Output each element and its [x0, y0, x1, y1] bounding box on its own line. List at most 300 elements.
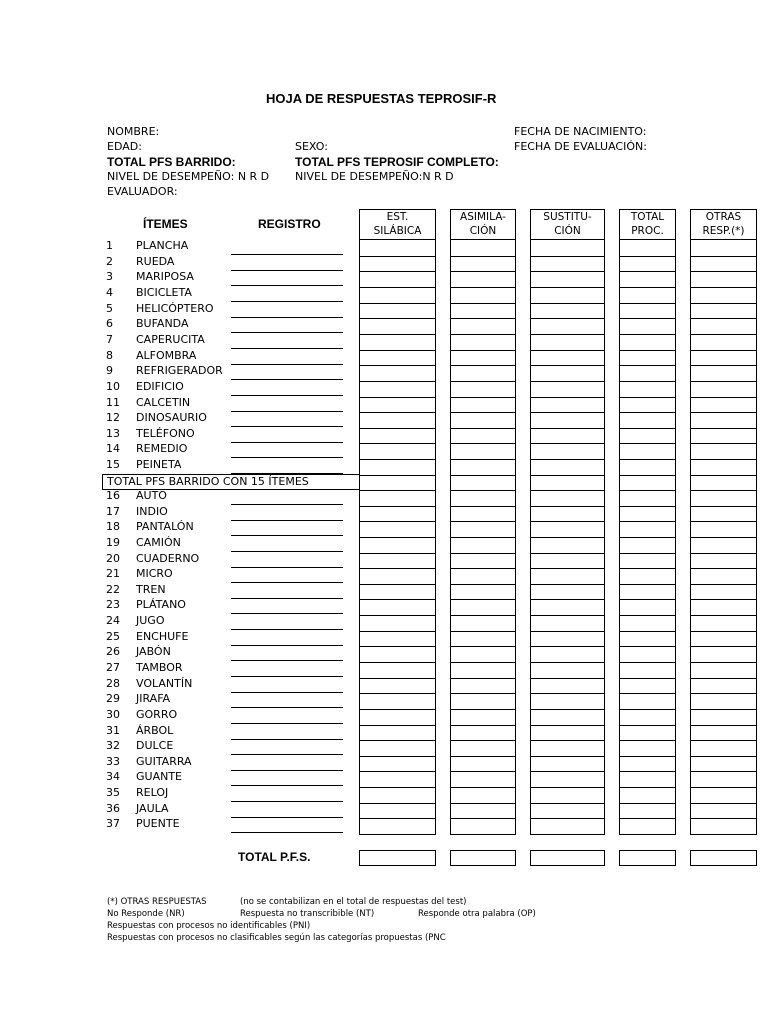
grid-hline: [619, 490, 676, 491]
col-head-line2: SILÁBICA: [373, 225, 422, 237]
registro-line[interactable]: [231, 317, 343, 318]
col-head-otras-resp: [690, 209, 757, 240]
total-barrido-label: TOTAL PFS BARRIDO:: [107, 155, 236, 169]
grid-hline: [690, 381, 757, 382]
item-name: BUFANDA: [136, 317, 189, 331]
grid-hline: [359, 771, 436, 772]
item-name: DULCE: [136, 739, 174, 753]
col-head-line1: ASIMILA-: [460, 211, 506, 223]
grid-hline: [450, 303, 516, 304]
col-head-line1: TOTAL: [630, 211, 665, 223]
item-name: JUGO: [136, 614, 165, 628]
grid-hline: [530, 412, 605, 413]
grid-hline: [359, 334, 436, 335]
grid-hline: [530, 787, 605, 788]
item-name: AUTO: [136, 489, 167, 502]
item-number: 35: [106, 786, 120, 800]
total-cell-sustitucion[interactable]: [530, 850, 605, 866]
grid-hline: [359, 537, 436, 538]
registro-line[interactable]: [231, 457, 343, 458]
grid-hline: [359, 756, 436, 757]
grid-hline: [359, 553, 436, 554]
grid-hline: [619, 568, 676, 569]
grid-hline: [359, 615, 436, 616]
grid-hline: [450, 771, 516, 772]
registro-line[interactable]: [231, 426, 343, 427]
grid-hline: [450, 318, 516, 319]
registro-line[interactable]: [231, 473, 343, 474]
item-number: 6: [106, 317, 113, 331]
item-name: PEINETA: [136, 458, 182, 472]
col-head-line2: PROC.: [631, 225, 664, 237]
grid-hline: [450, 443, 516, 444]
registro-line[interactable]: [231, 395, 343, 396]
grid-hline: [530, 568, 605, 569]
registro-line[interactable]: [231, 723, 343, 724]
fecha-evaluacion-label: FECHA DE EVALUACIÓN:: [514, 140, 647, 153]
item-number: 21: [106, 567, 120, 581]
footnote-op: Responde otra palabra (OP): [418, 909, 536, 919]
item-name: CALCETIN: [136, 395, 191, 409]
grid-hline: [359, 397, 436, 398]
grid-hline: [690, 787, 757, 788]
grid-hline: [359, 365, 436, 366]
grid-hline: [690, 725, 757, 726]
col-head-line1: OTRAS: [705, 211, 742, 223]
grid-hline: [690, 803, 757, 804]
grid-hline: [619, 631, 676, 632]
fecha-nacimiento-label: FECHA DE NACIMIENTO:: [514, 125, 647, 138]
item-name: HELICÓPTERO: [136, 301, 214, 315]
grid-hline: [690, 568, 757, 569]
item-number: 13: [106, 426, 120, 440]
grid-hline: [530, 584, 605, 585]
registro-line[interactable]: [231, 739, 343, 740]
grid-hline: [450, 334, 516, 335]
registro-header: REGISTRO: [258, 217, 321, 231]
registro-line[interactable]: [231, 442, 343, 443]
item-number: 26: [106, 645, 120, 659]
grid-hline: [530, 443, 605, 444]
grid-hline: [690, 412, 757, 413]
grid-hline: [619, 287, 676, 288]
item-number: 37: [106, 817, 120, 831]
grid-hline: [530, 537, 605, 538]
item-number: 2: [106, 254, 113, 268]
grid-hline: [359, 678, 436, 679]
grid-hline: [450, 381, 516, 382]
registro-line[interactable]: [231, 598, 343, 599]
item-name: TAMBOR: [136, 661, 183, 674]
registro-line[interactable]: [231, 770, 343, 771]
grid-hline: [450, 662, 516, 663]
item-name: REFRIGERADOR: [136, 364, 223, 378]
grid-hline: [530, 350, 605, 351]
grid-hline: [690, 771, 757, 772]
grid-hline: [619, 662, 676, 663]
grid-hline: [619, 271, 676, 272]
grid-hline: [619, 412, 676, 413]
item-number: 31: [106, 723, 120, 737]
grid-hline: [450, 397, 516, 398]
grid-hline: [450, 365, 516, 366]
grid-hline: [619, 443, 676, 444]
item-number: 17: [106, 504, 120, 518]
grid-hline: [359, 287, 436, 288]
grid-hline: [690, 506, 757, 507]
registro-line[interactable]: [231, 535, 343, 536]
grid-hline: [619, 615, 676, 616]
grid-hline: [530, 771, 605, 772]
grid-hline: [530, 803, 605, 804]
total-completo-label: TOTAL PFS TEPROSIF COMPLETO:: [295, 155, 499, 169]
grid-hline: [530, 428, 605, 429]
grid-hline: [450, 693, 516, 694]
total-pfs-label: TOTAL P.F.S.: [238, 850, 311, 864]
col-head-est-silabica: [359, 209, 436, 240]
registro-line[interactable]: [231, 692, 343, 693]
subtotal-row: [102, 474, 360, 490]
item-name: PUENTE: [136, 817, 180, 831]
grid-hline: [450, 459, 516, 460]
grid-hline: [619, 334, 676, 335]
item-number: 1: [106, 239, 113, 252]
page-title: HOJA DE RESPUESTAS TEPROSIF-R: [266, 91, 497, 106]
grid-hline: [690, 365, 757, 366]
total-cell-asimilacion[interactable]: [450, 850, 516, 866]
grid-hline: [619, 256, 676, 257]
grid-hline: [619, 381, 676, 382]
grid-hline: [359, 584, 436, 585]
grid-hline: [619, 350, 676, 351]
grid-hline: [619, 756, 676, 757]
nivel-desempeno-barrido: NIVEL DE DESEMPEÑO: N R D: [107, 170, 270, 183]
item-name: PLÁTANO: [136, 598, 186, 612]
registro-line[interactable]: [231, 254, 343, 255]
grid-hline: [690, 318, 757, 319]
item-number: 7: [106, 332, 113, 346]
item-name: RUEDA: [136, 254, 175, 268]
grid-hline: [619, 459, 676, 460]
grid-hline: [530, 397, 605, 398]
registro-line[interactable]: [231, 582, 343, 583]
registro-line[interactable]: [231, 817, 343, 818]
registro-line[interactable]: [231, 270, 343, 271]
item-name: REMEDIO: [136, 442, 188, 456]
footnote-nt: Respuesta no transcribible (NT): [240, 909, 375, 919]
grid-hline: [450, 678, 516, 679]
grid-hline: [530, 287, 605, 288]
grid-hline: [690, 428, 757, 429]
grid-hline: [450, 599, 516, 600]
registro-line[interactable]: [231, 645, 343, 646]
total-cell-total-proc[interactable]: [619, 850, 676, 866]
nombre-label: NOMBRE:: [107, 125, 160, 138]
registro-line[interactable]: [231, 785, 343, 786]
grid-hline: [690, 615, 757, 616]
nivel-desempeno-completo: NIVEL DE DESEMPEÑO:N R D: [295, 170, 454, 183]
grid-hline: [530, 646, 605, 647]
item-name: ALFOMBRA: [136, 348, 197, 362]
grid-hline: [690, 287, 757, 288]
footnote-pni: Respuestas con procesos no identificables (PNI): [107, 921, 311, 931]
item-number: 20: [106, 551, 120, 565]
registro-line[interactable]: [231, 629, 343, 630]
grid-hline: [530, 334, 605, 335]
col-head-total-proc: [619, 209, 676, 240]
col-head-line2: RESP.(*): [702, 225, 745, 237]
grid-hline: [450, 756, 516, 757]
item-number: 16: [106, 489, 120, 502]
grid-hline: [450, 537, 516, 538]
registro-line[interactable]: [231, 676, 343, 677]
registro-line[interactable]: [231, 379, 343, 380]
grid-hline: [530, 271, 605, 272]
grid-hline: [619, 553, 676, 554]
grid-hline: [359, 646, 436, 647]
grid-hline: [530, 365, 605, 366]
grid-hline: [359, 475, 436, 476]
registro-line[interactable]: [231, 551, 343, 552]
grid-hline: [359, 490, 436, 491]
grid-hline: [450, 631, 516, 632]
grid-hline: [530, 693, 605, 694]
grid-hline: [690, 631, 757, 632]
grid-hline: [530, 709, 605, 710]
grid-hline: [690, 303, 757, 304]
grid-hline: [530, 818, 605, 819]
registro-line[interactable]: [231, 660, 343, 661]
grid-hline: [619, 725, 676, 726]
registro-line[interactable]: [231, 754, 343, 755]
grid-hline: [530, 678, 605, 679]
grid-hline: [450, 646, 516, 647]
registro-line[interactable]: [231, 348, 343, 349]
grid-hline: [450, 412, 516, 413]
item-number: 15: [106, 458, 120, 472]
item-name: ÁRBOL: [136, 723, 174, 737]
item-number: 36: [106, 801, 120, 815]
registro-line[interactable]: [231, 504, 343, 505]
grid-hline: [450, 256, 516, 257]
grid-hline: [619, 771, 676, 772]
item-name: VOLANTÍN: [136, 676, 193, 690]
grid-hline: [619, 834, 676, 835]
grid-hline: [619, 428, 676, 429]
footnote-pnc: Respuestas con procesos no clasificables según las categorías propuestas (PNC: [107, 933, 446, 943]
grid-hline: [690, 818, 757, 819]
grid-hline: [359, 568, 436, 569]
grid-hline: [530, 756, 605, 757]
grid-hline: [690, 693, 757, 694]
grid-hline: [690, 490, 757, 491]
grid-hline: [359, 521, 436, 522]
grid-hline: [359, 303, 436, 304]
grid-hline: [619, 521, 676, 522]
registro-line[interactable]: [231, 832, 343, 833]
grid-hline: [530, 318, 605, 319]
grid-hline: [690, 756, 757, 757]
grid-hline: [359, 834, 436, 835]
grid-hline: [359, 599, 436, 600]
item-number: 32: [106, 739, 120, 753]
grid-hline: [619, 787, 676, 788]
grid-hline: [619, 678, 676, 679]
item-name: CAPERUCITA: [136, 332, 205, 346]
grid-hline: [450, 568, 516, 569]
registro-line[interactable]: [231, 520, 343, 521]
grid-hline: [450, 803, 516, 804]
item-number: 5: [106, 301, 113, 315]
grid-hline: [359, 459, 436, 460]
grid-hline: [359, 818, 436, 819]
total-cell-est-silabica[interactable]: [359, 850, 436, 866]
registro-line[interactable]: [231, 364, 343, 365]
registro-line[interactable]: [231, 567, 343, 568]
item-name: PLANCHA: [136, 239, 189, 252]
item-name: ENCHUFE: [136, 629, 189, 643]
grid-hline: [530, 553, 605, 554]
item-name: BICICLETA: [136, 285, 192, 299]
grid-hline: [530, 834, 605, 835]
registro-line[interactable]: [231, 301, 343, 302]
grid-hline: [530, 459, 605, 460]
item-number: 19: [106, 535, 120, 549]
item-name: PANTALÓN: [136, 520, 194, 534]
grid-hline: [530, 631, 605, 632]
item-name: TREN: [136, 582, 166, 596]
col-head-line1: EST.: [386, 211, 409, 223]
item-number: 14: [106, 442, 120, 456]
grid-hline: [530, 303, 605, 304]
grid-hline: [450, 818, 516, 819]
grid-hline: [690, 709, 757, 710]
item-name: GORRO: [136, 707, 178, 721]
grid-hline: [530, 599, 605, 600]
grid-hline: [619, 803, 676, 804]
grid-hline: [690, 271, 757, 272]
grid-hline: [690, 584, 757, 585]
item-name: GUANTE: [136, 770, 182, 784]
grid-hline: [450, 350, 516, 351]
grid-hline: [450, 584, 516, 585]
grid-hline: [690, 521, 757, 522]
grid-hline: [619, 740, 676, 741]
col-head-line1: SUSTITU-: [543, 211, 592, 223]
edad-label: EDAD:: [107, 140, 142, 153]
grid-hline: [450, 521, 516, 522]
grid-hline: [359, 256, 436, 257]
grid-hline: [690, 475, 757, 476]
col-head-line2: CIÓN: [554, 225, 581, 237]
grid-hline: [359, 631, 436, 632]
registro-line[interactable]: [231, 411, 343, 412]
evaluador-label: EVALUADOR:: [107, 185, 178, 198]
grid-hline: [690, 740, 757, 741]
item-name: TELÉFONO: [136, 426, 195, 440]
item-name: CUADERNO: [136, 551, 200, 565]
item-number: 9: [106, 364, 113, 378]
item-number: 12: [106, 411, 120, 425]
col-head-line2: CIÓN: [469, 225, 497, 237]
grid-hline: [450, 475, 516, 476]
grid-hline: [619, 709, 676, 710]
grid-hline: [530, 725, 605, 726]
grid-hline: [619, 818, 676, 819]
col-head-sustitucion: [530, 209, 605, 240]
grid-hline: [359, 709, 436, 710]
item-number: 27: [106, 661, 120, 674]
item-number: 24: [106, 614, 120, 628]
grid-hline: [690, 334, 757, 335]
grid-hline: [690, 662, 757, 663]
total-cell-otras-resp[interactable]: [690, 850, 757, 866]
grid-hline: [530, 490, 605, 491]
grid-hline: [359, 443, 436, 444]
items-header: ÍTEMES: [143, 217, 188, 231]
item-name: CAMIÓN: [136, 535, 181, 549]
grid-hline: [450, 287, 516, 288]
item-number: 30: [106, 707, 120, 721]
grid-hline: [619, 397, 676, 398]
grid-hline: [450, 506, 516, 507]
grid-hline: [690, 537, 757, 538]
grid-hline: [690, 678, 757, 679]
item-name: MICRO: [136, 567, 173, 581]
grid-hline: [450, 709, 516, 710]
subtotal-label: TOTAL PFS BARRIDO CON 15 ÍTEMES: [107, 475, 309, 488]
item-name: GUITARRA: [136, 754, 192, 768]
footnote-otras-note: (no se contabilizan en el total de respuestas del test): [240, 897, 467, 907]
registro-line[interactable]: [231, 285, 343, 286]
item-number: 23: [106, 598, 120, 612]
item-number: 8: [106, 348, 113, 362]
item-name: JIRAFA: [136, 692, 171, 706]
grid-hline: [690, 459, 757, 460]
grid-hline: [359, 803, 436, 804]
grid-hline: [359, 318, 436, 319]
grid-hline: [690, 256, 757, 257]
grid-hline: [530, 381, 605, 382]
registro-line[interactable]: [231, 801, 343, 802]
grid-hline: [530, 521, 605, 522]
item-number: 4: [106, 285, 113, 299]
registro-line[interactable]: [231, 613, 343, 614]
grid-hline: [450, 834, 516, 835]
grid-hline: [619, 599, 676, 600]
grid-hline: [359, 271, 436, 272]
grid-hline: [690, 834, 757, 835]
grid-hline: [619, 475, 676, 476]
col-head-asimilacion: [450, 209, 516, 240]
grid-hline: [530, 615, 605, 616]
grid-hline: [619, 506, 676, 507]
grid-hline: [450, 271, 516, 272]
item-number: 22: [106, 582, 120, 596]
grid-hline: [690, 646, 757, 647]
registro-line[interactable]: [231, 707, 343, 708]
item-number: 34: [106, 770, 120, 784]
grid-hline: [690, 443, 757, 444]
grid-hline: [359, 412, 436, 413]
grid-hline: [619, 584, 676, 585]
grid-hline: [450, 740, 516, 741]
registro-line[interactable]: [231, 332, 343, 333]
grid-hline: [450, 428, 516, 429]
grid-hline: [359, 381, 436, 382]
grid-hline: [450, 553, 516, 554]
grid-hline: [359, 350, 436, 351]
